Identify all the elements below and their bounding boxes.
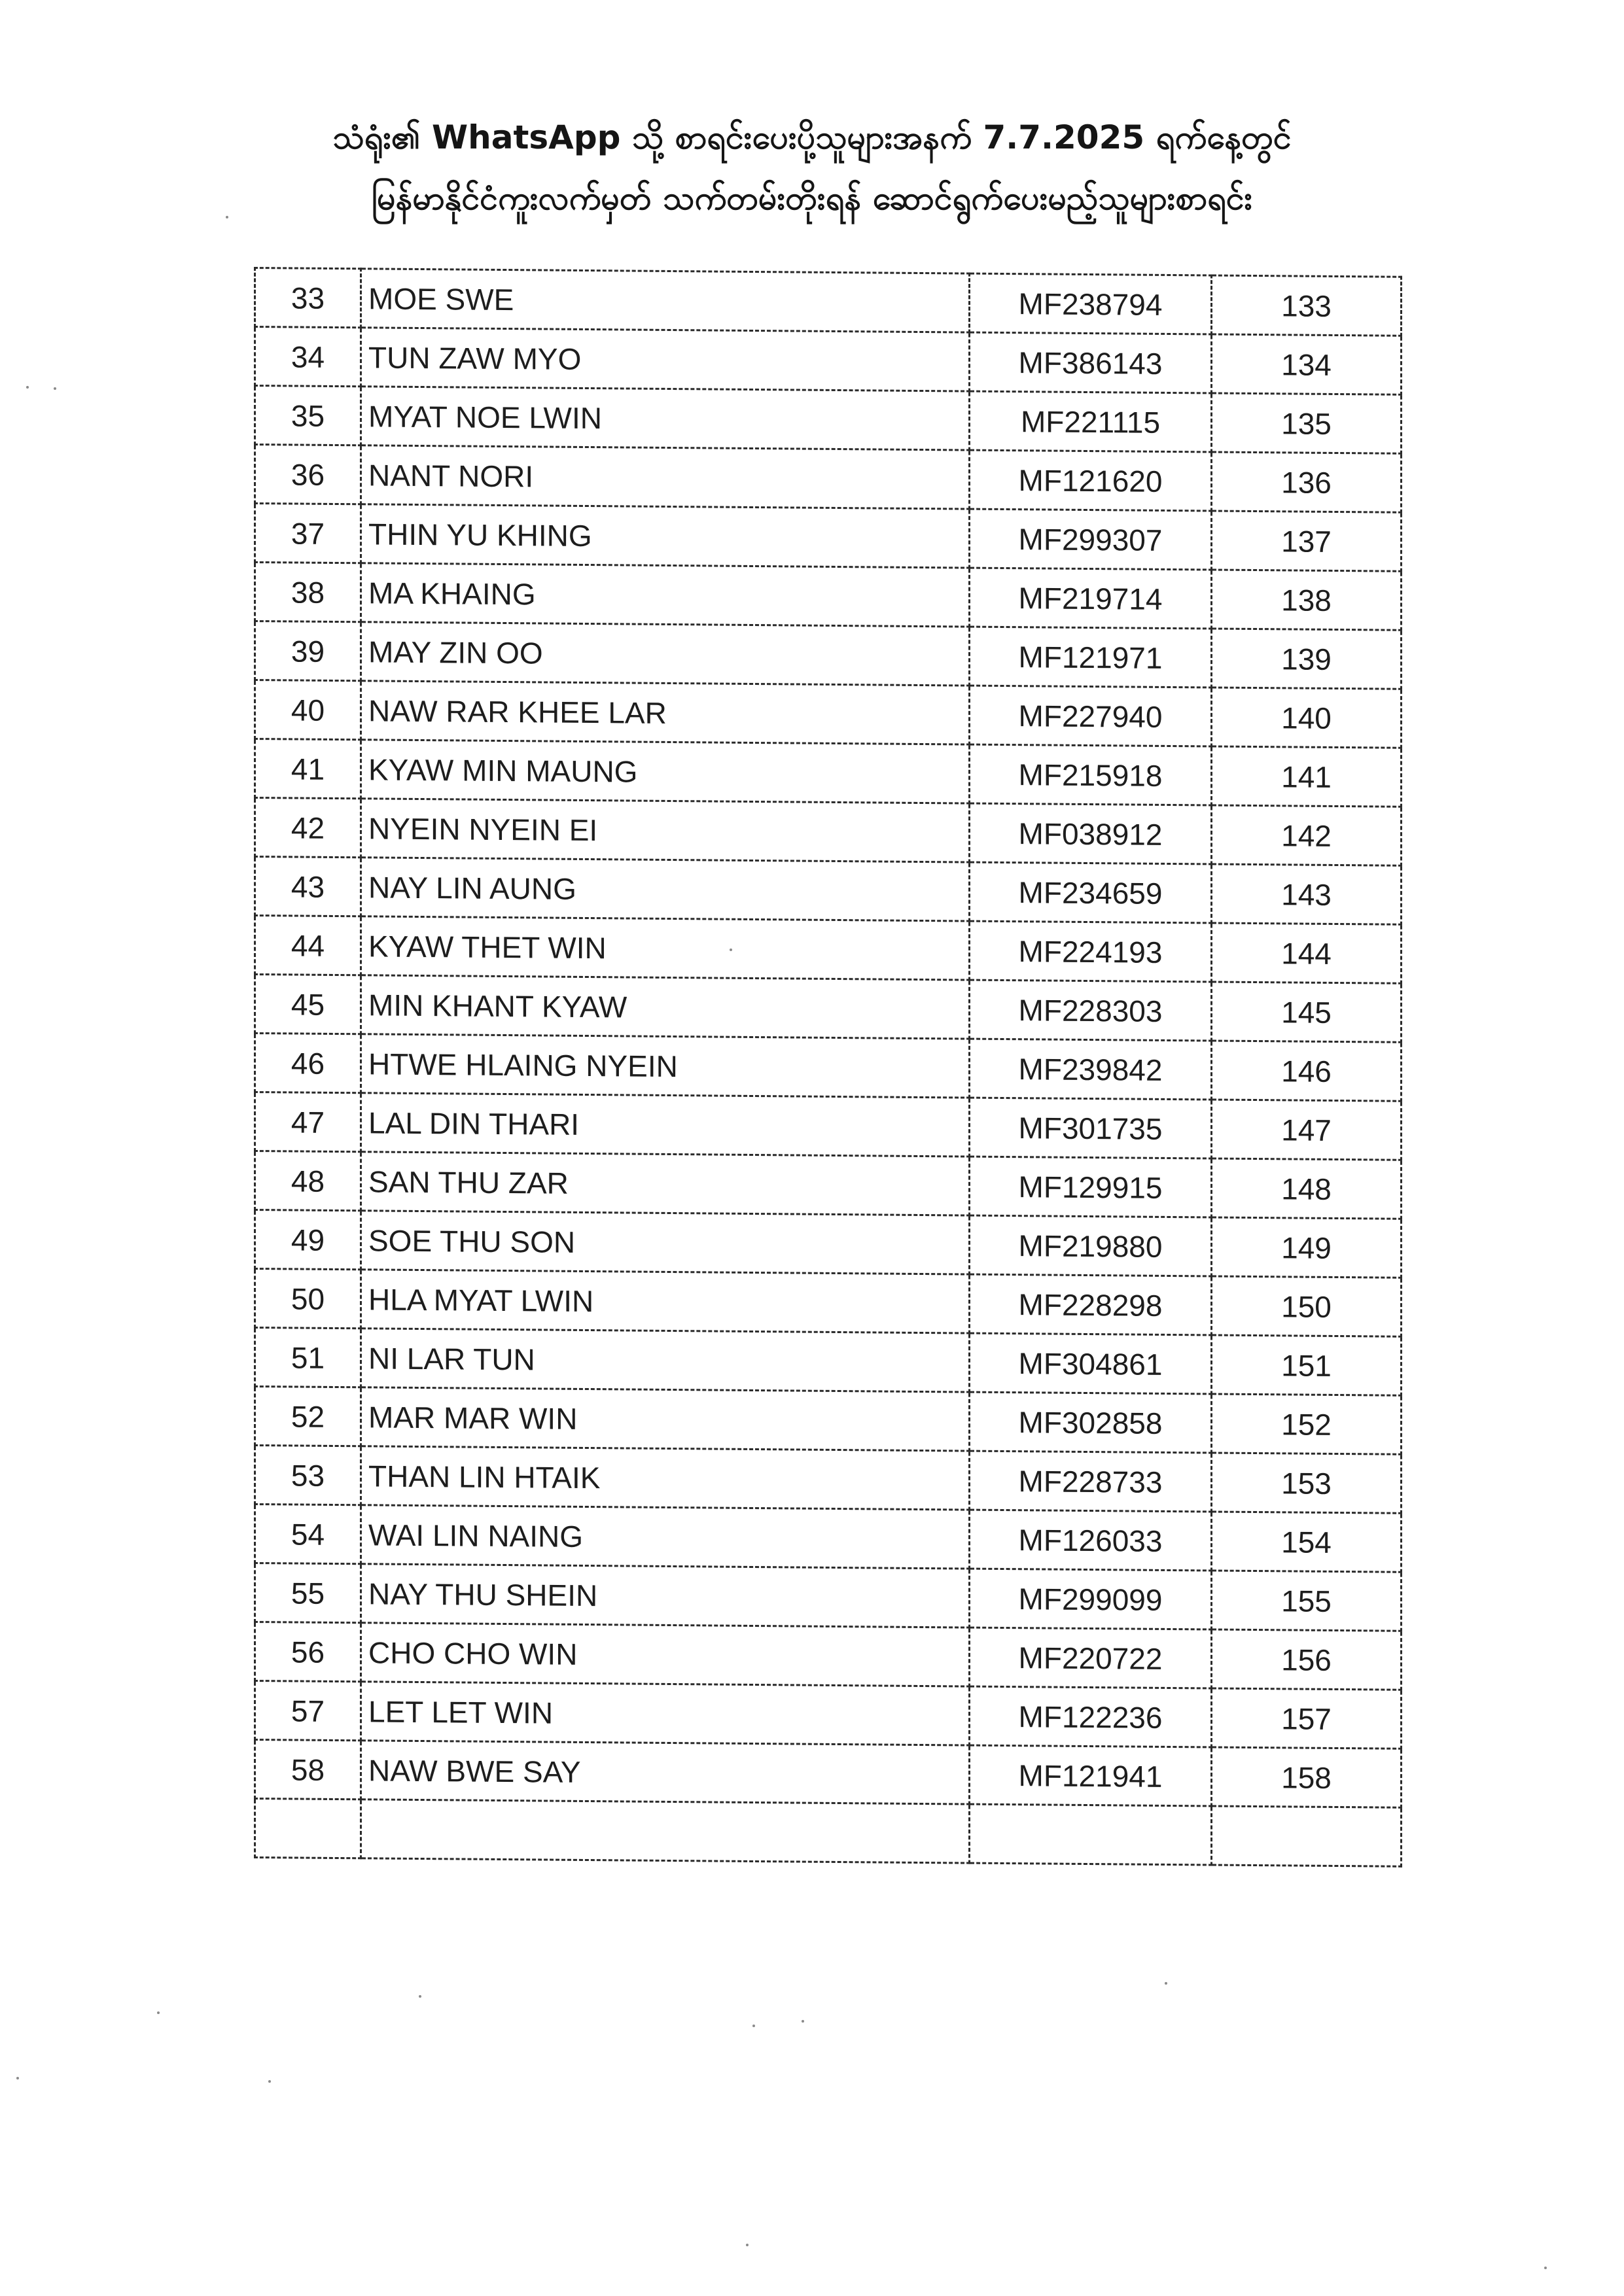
passport-number-cell: MF302858 [970, 1392, 1212, 1453]
document-title-line-2: မြန်မာနိုင်ငံကူးလက်မှတ် သက်တမ်းတိုးရန် ဆောင်ရွက်ပေးမည့်သူများစာရင်း [371, 179, 1253, 217]
sequence-number-cell: 143 [1212, 864, 1402, 924]
scan-speck [730, 948, 732, 951]
row-number-cell: 42 [255, 798, 361, 858]
scan-speck [157, 2011, 160, 2014]
passport-number-cell: MF234659 [970, 862, 1212, 923]
row-number-cell: 53 [255, 1446, 361, 1505]
applicant-name-cell: KYAW MIN MAUNG [361, 740, 970, 803]
sequence-number-cell [1212, 1806, 1402, 1866]
applicant-name-cell: LAL DIN THARI [361, 1093, 970, 1157]
sequence-number-cell: 150 [1212, 1276, 1402, 1336]
passport-number-cell: MF129915 [970, 1157, 1212, 1217]
applicant-name-cell: CHO CHO WIN [361, 1623, 970, 1686]
scan-speck [226, 216, 228, 218]
row-number-cell: 50 [255, 1269, 361, 1329]
applicant-name-cell: HLA MYAT LWIN [361, 1270, 970, 1333]
sequence-number-cell: 157 [1212, 1688, 1402, 1748]
sequence-number-cell: 155 [1212, 1571, 1402, 1631]
row-number-cell: 58 [255, 1740, 361, 1800]
row-number-cell: 55 [255, 1563, 361, 1623]
table-row [255, 268, 1402, 336]
table-row [255, 1622, 1402, 1690]
applicant-name-cell: NAW BWE SAY [361, 1741, 970, 1804]
row-number-cell [255, 1799, 361, 1858]
sequence-number-cell: 154 [1212, 1512, 1402, 1572]
applicant-name-cell: NANT NORI [361, 445, 970, 509]
sequence-number-cell: 149 [1212, 1217, 1402, 1278]
applicant-name-cell: MIN KHANT KYAW [361, 975, 970, 1039]
row-number-cell: 52 [255, 1387, 361, 1446]
row-number-cell: 49 [255, 1210, 361, 1270]
row-number-cell: 44 [255, 916, 361, 975]
table-row [255, 1328, 1402, 1396]
passport-number-cell: MF301735 [970, 1098, 1212, 1158]
row-number-cell: 38 [255, 563, 361, 622]
sequence-number-cell: 140 [1212, 687, 1402, 748]
applicant-name-cell: THIN YU KHING [361, 504, 970, 568]
table-row [255, 798, 1402, 866]
applicant-name-cell: KYAW THET WIN [361, 916, 970, 980]
sequence-number-cell: 139 [1212, 629, 1402, 689]
sequence-number-cell: 152 [1212, 1394, 1402, 1454]
passport-number-cell: MF038912 [970, 803, 1212, 864]
sequence-number-cell: 153 [1212, 1453, 1402, 1513]
sequence-number-cell: 158 [1212, 1747, 1402, 1807]
passport-number-cell: MF220722 [970, 1627, 1212, 1688]
sequence-number-cell: 145 [1212, 982, 1402, 1042]
sequence-number-cell: 135 [1212, 393, 1402, 453]
table-row [255, 1092, 1402, 1160]
sequence-number-cell: 142 [1212, 805, 1402, 865]
row-number-cell: 36 [255, 445, 361, 504]
sequence-number-cell: 133 [1212, 275, 1402, 336]
passport-number-cell: MF228733 [970, 1451, 1212, 1512]
table-row [255, 739, 1402, 807]
passport-number-cell: MF121620 [970, 450, 1212, 511]
row-number-cell: 41 [255, 739, 361, 799]
row-number-cell: 46 [255, 1034, 361, 1093]
sequence-number-cell: 134 [1212, 334, 1402, 394]
scan-speck [746, 2244, 749, 2246]
passport-number-cell: MF239842 [970, 1039, 1212, 1100]
sequence-number-cell: 141 [1212, 746, 1402, 807]
applicant-name-cell: NI LAR TUN [361, 1329, 970, 1392]
passport-renewal-table [254, 267, 1402, 1868]
table-row [255, 1446, 1402, 1514]
applicant-name-cell: MAY ZIN OO [361, 622, 970, 686]
passport-number-cell: MF121971 [970, 627, 1212, 687]
document-title-line-1: သံရုံး၏ WhatsApp သို့ စာရင်းပေးပို့သူများအနက် 7.7.2025 ရက်နေ့တွင် [332, 118, 1292, 156]
applicant-name-cell: MAR MAR WIN [361, 1387, 970, 1451]
table-row [255, 563, 1402, 631]
row-number-cell: 40 [255, 680, 361, 740]
sequence-number-cell: 151 [1212, 1335, 1402, 1395]
applicant-name-cell: LET LET WIN [361, 1682, 970, 1745]
table-row [255, 1740, 1402, 1808]
table-row [255, 1505, 1402, 1573]
passport-number-cell: MF299307 [970, 509, 1212, 570]
scan-speck [16, 2077, 19, 2079]
sequence-number-cell: 136 [1212, 452, 1402, 512]
passport-number-cell: MF304861 [970, 1333, 1212, 1394]
row-number-cell: 54 [255, 1505, 361, 1564]
applicant-name-cell: NAY THU SHEIN [361, 1564, 970, 1627]
passport-number-cell: MF122236 [970, 1686, 1212, 1747]
scan-speck [268, 2080, 271, 2083]
scan-speck [419, 1995, 421, 1998]
passport-number-cell: MF386143 [970, 332, 1212, 393]
passport-number-cell: MF227940 [970, 686, 1212, 746]
table-row [255, 445, 1402, 513]
passport-number-cell [970, 1804, 1212, 1865]
table-row [255, 1269, 1402, 1337]
row-number-cell: 56 [255, 1622, 361, 1682]
applicant-name-cell: MA KHAING [361, 563, 970, 627]
applicant-name-cell: MYAT NOE LWIN [361, 387, 970, 450]
row-number-cell: 34 [255, 327, 361, 387]
table-row [255, 1210, 1402, 1278]
scan-speck [26, 386, 29, 389]
applicant-name-cell [361, 1800, 970, 1863]
passport-number-cell: MF299099 [970, 1569, 1212, 1629]
table-row [255, 1387, 1402, 1455]
sequence-number-cell: 146 [1212, 1041, 1402, 1101]
table-row [255, 1034, 1402, 1102]
passport-number-cell: MF219714 [970, 568, 1212, 629]
passport-number-cell: MF221115 [970, 391, 1212, 452]
applicant-name-cell: NYEIN NYEIN EI [361, 799, 970, 862]
applicant-name-cell: WAI LIN NAING [361, 1505, 970, 1569]
applicant-name-cell: TUN ZAW MYO [361, 328, 970, 391]
applicant-name-cell: SAN THU ZAR [361, 1152, 970, 1215]
sequence-number-cell: 138 [1212, 570, 1402, 630]
applicant-name-cell: SOE THU SON [361, 1211, 970, 1274]
table-row [255, 504, 1402, 572]
passport-number-cell: MF228303 [970, 980, 1212, 1041]
table-row [255, 1681, 1402, 1749]
row-number-cell: 33 [255, 268, 361, 328]
applicant-name-cell: THAN LIN HTAIK [361, 1446, 970, 1510]
table-row [255, 857, 1402, 925]
row-number-cell: 48 [255, 1151, 361, 1211]
table-row [255, 386, 1402, 454]
table-row [255, 975, 1402, 1043]
passport-number-cell: MF238794 [970, 273, 1212, 334]
row-number-cell: 39 [255, 621, 361, 681]
row-number-cell: 37 [255, 504, 361, 563]
passport-number-cell: MF215918 [970, 744, 1212, 805]
sequence-number-cell: 137 [1212, 511, 1402, 571]
row-number-cell: 57 [255, 1681, 361, 1741]
table-row [255, 1563, 1402, 1631]
table-row [255, 916, 1402, 984]
scan-speck [1544, 2267, 1547, 2269]
passport-number-cell: MF224193 [970, 921, 1212, 982]
row-number-cell: 45 [255, 975, 361, 1034]
scan-speck [802, 2020, 804, 2023]
table-row [255, 621, 1402, 689]
sequence-number-cell: 156 [1212, 1629, 1402, 1690]
table-row [255, 1151, 1402, 1219]
applicant-name-cell: NAY LIN AUNG [361, 858, 970, 921]
table-row [255, 327, 1402, 395]
table-row [255, 680, 1402, 748]
sequence-number-cell: 144 [1212, 923, 1402, 983]
applicant-name-cell: NAW RAR KHEE LAR [361, 681, 970, 744]
scan-speck [54, 387, 56, 390]
row-number-cell: 35 [255, 386, 361, 445]
scan-speck [752, 2025, 755, 2027]
table-row [255, 1799, 1402, 1867]
applicant-name-cell: HTWE HLAING NYEIN [361, 1034, 970, 1098]
row-number-cell: 43 [255, 857, 361, 916]
passport-number-cell: MF219880 [970, 1215, 1212, 1276]
passport-number-cell: MF228298 [970, 1274, 1212, 1335]
passport-renewal-table-body [255, 268, 1402, 1867]
applicant-name-cell: MOE SWE [361, 269, 970, 332]
sequence-number-cell: 148 [1212, 1158, 1402, 1219]
scan-speck [1165, 1982, 1167, 1985]
row-number-cell: 47 [255, 1092, 361, 1152]
passport-number-cell: MF126033 [970, 1510, 1212, 1571]
passport-number-cell: MF121941 [970, 1745, 1212, 1806]
sequence-number-cell: 147 [1212, 1100, 1402, 1160]
row-number-cell: 51 [255, 1328, 361, 1387]
